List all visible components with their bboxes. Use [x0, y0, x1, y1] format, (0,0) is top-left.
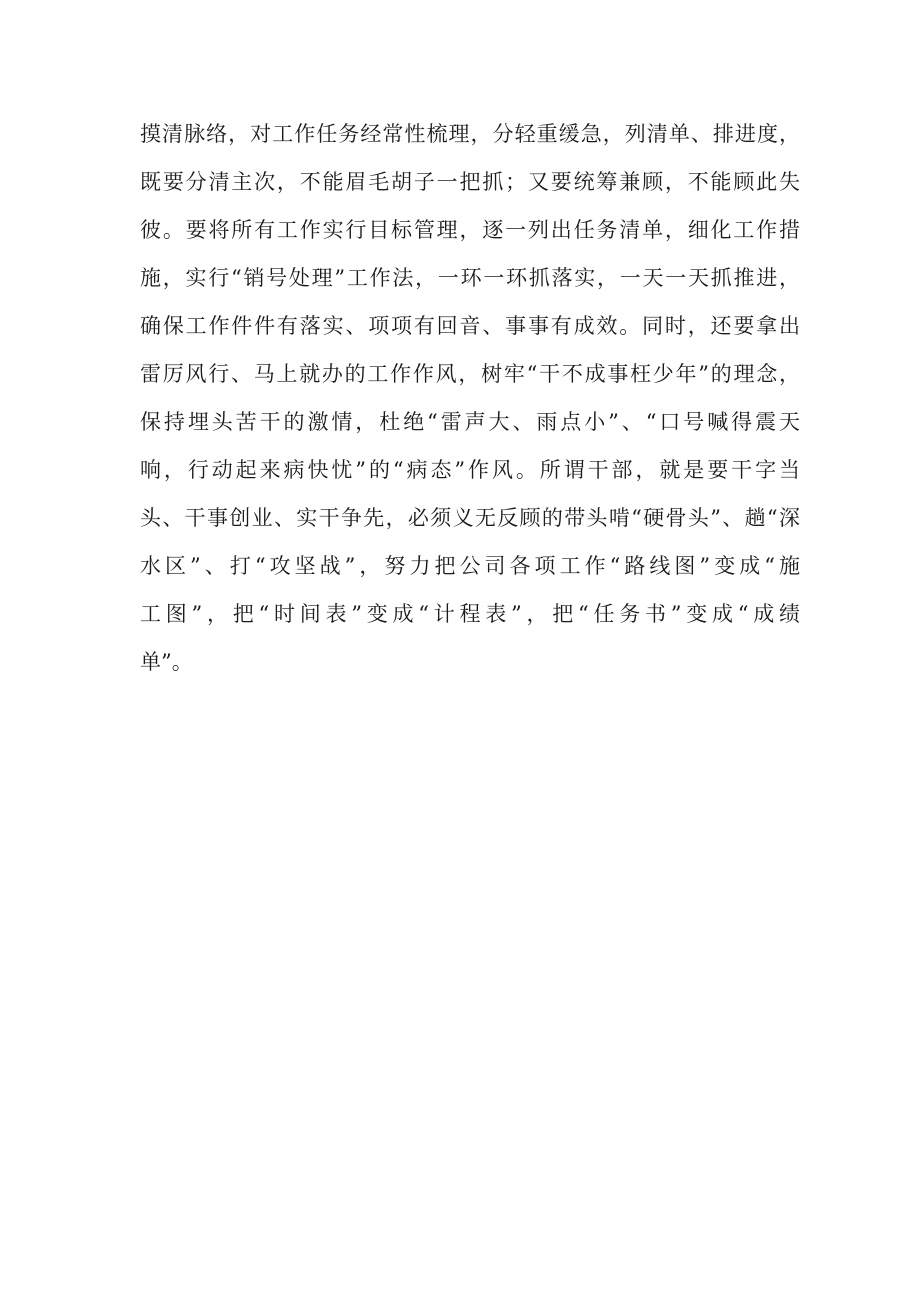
paragraph-line: 摸清脉络，对工作任务经常性梳理，分轻重缓急，列清单、排进度，: [140, 122, 800, 146]
paragraph-last-line: 单”。: [140, 650, 193, 674]
paragraph-line: 确保工作件件有落实、项项有回音、事事有成效。同时，还要拿出: [140, 314, 800, 338]
paragraph-line: 头、干事创业、实干争先，必须义无反顾的带头啃“硬骨头”、趟“深: [140, 506, 800, 530]
paragraph-line: 彼。要将所有工作实行目标管理，逐一列出任务清单，细化工作措: [140, 218, 800, 242]
paragraph-line: 保持埋头苦干的激情，杜绝“雷声大、雨点小”、“口号喊得震天: [140, 410, 800, 434]
paragraph-line: 工图”，把“时间表”变成“计程表”，把“任务书”变成“成绩: [140, 602, 800, 626]
paragraph-line: 响，行动起来病快忧”的“病态”作风。所谓干部，就是要干字当: [140, 458, 800, 482]
paragraph-line: 施，实行“销号处理”工作法，一环一环抓落实，一天一天抓推进，: [140, 266, 800, 290]
body-paragraph: [140, 110, 800, 686]
paragraph-line: 雷厉风行、马上就办的工作作风，树牢“干不成事枉少年”的理念，: [140, 362, 800, 386]
paragraph-line: 水区”、打“攻坚战”，努力把公司各项工作“路线图”变成“施: [140, 554, 800, 578]
paragraph-line: 既要分清主次，不能眉毛胡子一把抓；又要统筹兼顾，不能顾此失: [140, 170, 800, 194]
